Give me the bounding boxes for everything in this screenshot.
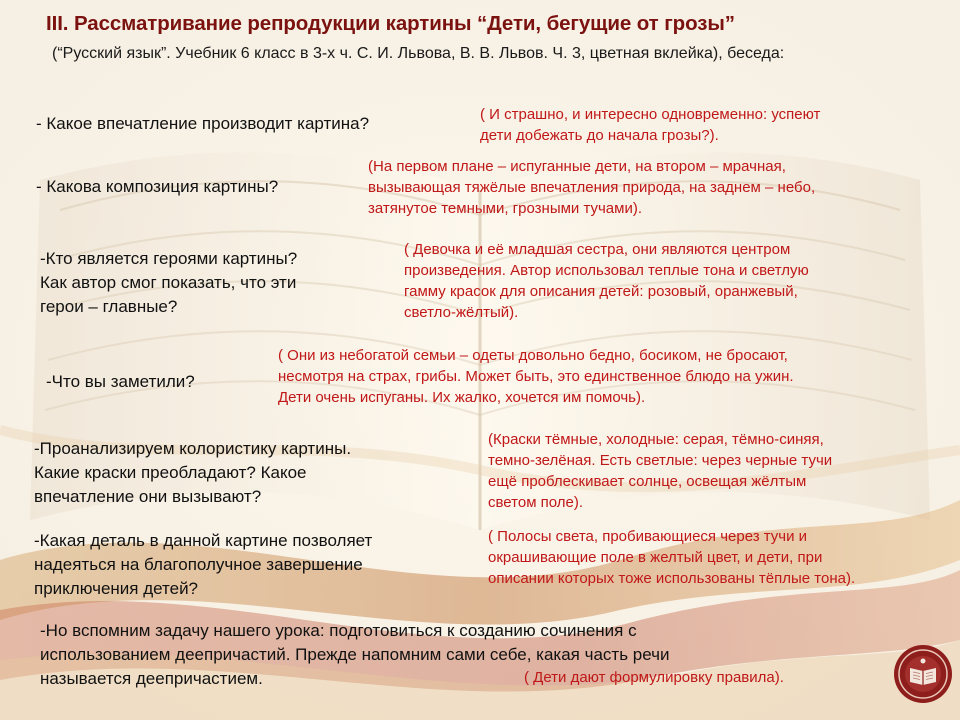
answer-heroes: ( Девочка и её младшая сестра, они являются центром произведения. Автор использовал теплые тона и светлую гамму красок для описания детей: розовый, оранжевый, светло-жёлтый). [404, 241, 809, 321]
question-noticed: -Что вы заметили? [46, 372, 195, 391]
question-impression: - Какое впечатление производит картина? [36, 114, 370, 133]
question-detail: -Какая деталь в данной картине позволяет надеяться на благополучное завершение приключения детей? [34, 531, 373, 598]
final-answer: ( Дети дают формулировку правила). [524, 669, 784, 686]
question-heroes: -Кто является героями картины? Как автор смог показать, что эти герои – главные? [40, 249, 298, 316]
answer-noticed: ( Они из небогатой семьи – одеты довольно бедно, босиком, не бросают, несмотря на страх, грибы. Может быть, это единственное блюдо на ужин. Дети очень испуганы. Их жалко, хочется им помочь). [278, 347, 794, 406]
answer-composition: (На первом плане – испуганные дети, на втором – мрачная, вызывающая тяжёлые впечатления природа, на заднем – небо, затянутое темными, грозными тучами). [368, 158, 816, 217]
slide-title: III. Рассматривание репродукции картины “Дети, бегущие от грозы” [46, 12, 735, 35]
question-colors: -Проанализируем колористику картины. Какие краски преобладают? Какое впечатление они вызывают? [34, 439, 352, 506]
book-seal-logo-icon [893, 644, 953, 704]
final-task-text: -Но вспомним задачу нашего урока: подготовиться к созданию сочинения с использованием деепричастий. Прежде напомним сами себе, какая часть речи называется деепричастием. [40, 621, 670, 688]
answer-colors: (Краски тёмные, холодные: серая, тёмно-синяя, темно-зелёная. Есть светлые: через черные тучи ещё проблескивает солнце, освещая жёлтым светом поле). [488, 431, 833, 511]
answer-impression: ( И страшно, и интересно одновременно: успеют дети добежать до начала грозы?). [480, 106, 821, 144]
question-composition: - Какова композиция картины? [36, 177, 279, 196]
answer-detail: ( Полосы света, пробивающиеся через тучи и окрашивающие поле в желтый цвет, и дети, при описании которых тоже использованы тёплые тона). [488, 528, 856, 587]
slide-subtitle: (“Русский язык”. Учебник 6 класс в 3-х ч. С. И. Львова, В. В. Львов. Ч. 3, цветная вклейка), беседа: [52, 45, 785, 62]
